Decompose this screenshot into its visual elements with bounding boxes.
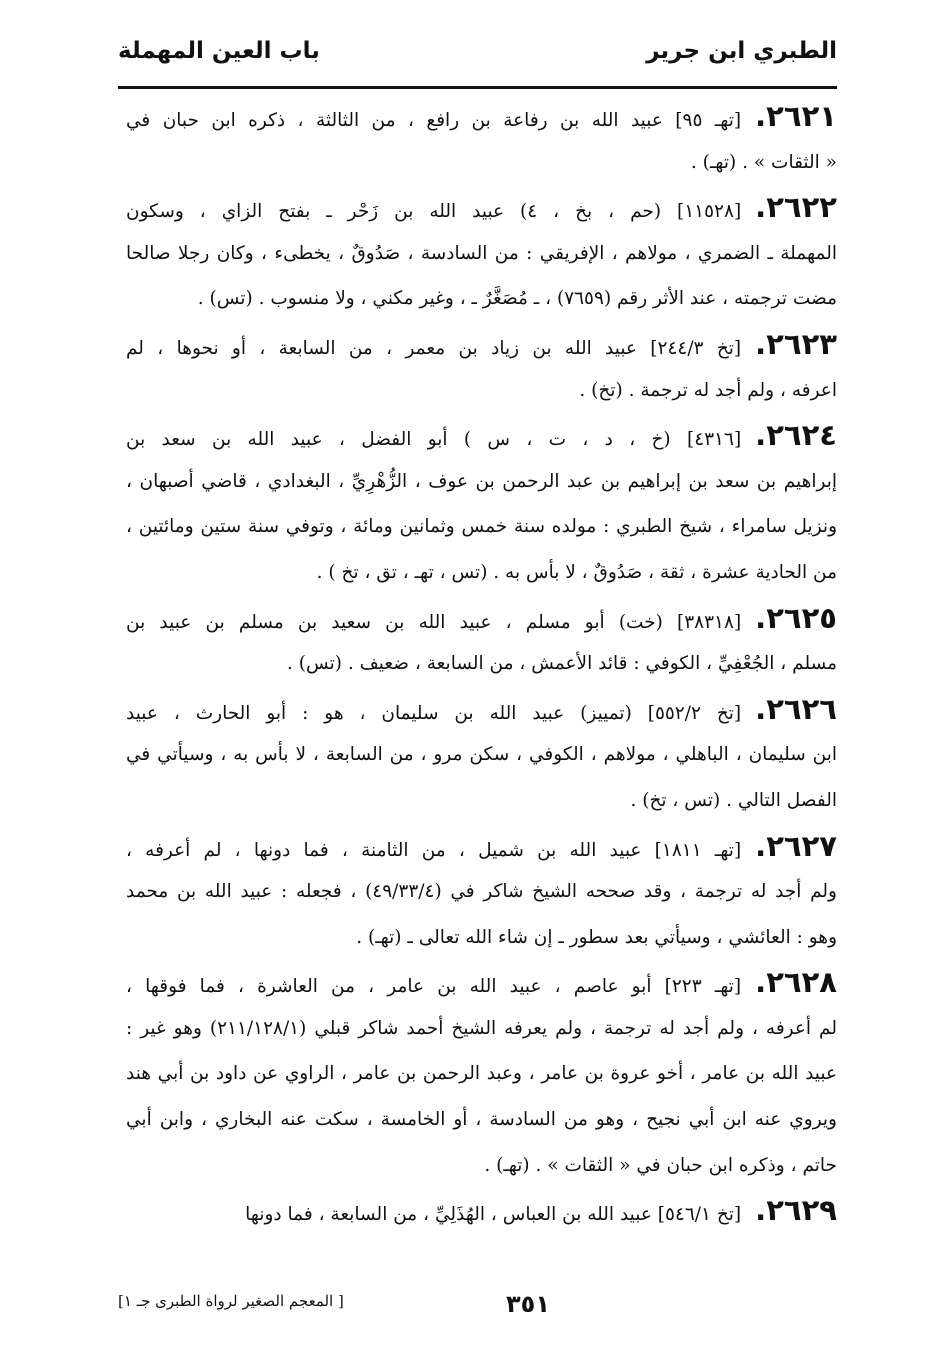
entry-text: [٣٨٣١٨] (خت) أبو مسلم ، عبيد الله بن سعيد بن مسلم بن عبيد بن (126, 611, 742, 633)
entry-line (126, 1097, 837, 1143)
entry-number: ٢٦٢٩. (755, 1193, 837, 1228)
entry-line (126, 1051, 837, 1097)
entry-number: ٢٦٢٨. (755, 965, 837, 1000)
entry-number: ٢٦٢٤. (755, 418, 837, 453)
entry-line (126, 276, 837, 322)
entry-text: [تهـ ٩٥] عبيد الله بن رفاعة بن رافع ، من الثالثة ، ذكره ابن حبان في (126, 110, 742, 131)
entry-number: ٢٦٢٥. (755, 600, 837, 635)
entry-line (126, 459, 837, 505)
book-title: [ المعجم الصغير لرواة الطبرى جـ ١] (118, 1292, 344, 1310)
entry-text: حاتم ، وذكره ابن حبان في « الثقات » . (تهـ) . (484, 1154, 837, 1176)
entry-line (126, 641, 837, 687)
entry-line (126, 550, 837, 596)
entry-text: المهملة ـ الضمري ، مولاهم ، الإفريقي : من السادسة ، صَدُوقٌ ، يخطىء ، وكان رجلا صالحا (126, 242, 837, 264)
entry-text: وهو : العائشي ، وسيأتي بعد سطور ـ إن شاء الله تعالى ـ (تهـ) . (356, 926, 837, 948)
entry-text: لم أعرفه ، ولم أجد له ترجمة ، ولم يعرفه الشيخ أحمد شاكر قبلي (٢١١/١٢٨/١) وهو غير : (126, 1017, 837, 1039)
entry-line (126, 596, 837, 642)
entry-number: ٢٦٢٦. (755, 691, 837, 726)
entry-line (126, 504, 837, 550)
header-rule (118, 86, 837, 89)
entry-line (126, 1143, 837, 1189)
entry-text: مضت ترجمته ، عند الأثر رقم (٧٦٥٩) ، ـ مُصَغَّرٌ ـ ، وغير مكني ، ولا منسوب . (تس) . (197, 288, 837, 310)
entry-line (126, 322, 837, 368)
entry (126, 960, 837, 1188)
entry (126, 1188, 837, 1234)
entry-text: [تهـ ١٨١١] عبيد الله بن شميل ، من الثامنة ، فما دونها ، لم أعرفه ، (126, 839, 742, 861)
entry-text: ويروي عنه ابن أبي نجيح ، وهو من السادسة ، أو الخامسة ، سكت عنه البخاري ، وابن أبي (126, 1109, 837, 1131)
entry (126, 185, 837, 322)
running-header (118, 34, 837, 84)
entry-line (126, 1006, 837, 1052)
entry-number: ٢٦٢٧. (755, 828, 837, 863)
entry-line (126, 140, 837, 186)
entry-line (126, 824, 837, 870)
entry-line (126, 185, 837, 231)
entry (126, 687, 837, 824)
entry-line (126, 732, 837, 778)
entry-line (126, 368, 837, 414)
entry-text: مسلم ، الجُعْفِيِّ ، الكوفي : قائد الأعمش ، من السابعة ، ضعيف . (تس) . (287, 653, 837, 675)
entry (126, 322, 837, 413)
entry-line (126, 869, 837, 915)
entry-text: الفصل التالي . (تس ، تخ) . (630, 789, 837, 811)
entry (126, 94, 837, 185)
entry (126, 824, 837, 961)
entry-text: [تخ ٥٥٢/٢] (تمييز) عبيد الله بن سليمان ، هو : أبو الحارث ، عبيد (126, 702, 742, 724)
entry-text: اعرفه ، ولم أجد له ترجمة . (تخ) . (579, 379, 837, 401)
entry-text: [تخ ٥٤٦/١] عبيد الله بن العباس ، الهُذَلِيِّ ، من السابعة ، فما دونها (245, 1204, 742, 1226)
entry-text: « الثقات » . (تهـ) . (690, 151, 837, 173)
entry-text: [تهـ ٢٢٣] أبو عاصم ، عبيد الله بن عامر ، من العاشرة ، فما فوقها ، (126, 976, 742, 998)
entry-text: [١١٥٢٨] (حم ، بخ ، ٤) عبيد الله بن زَحْر ـ بفتح الزاي ، وسكون (126, 201, 742, 223)
entry-text: عبيد الله بن عامر ، أخو عروة بن عامر ، وعبد الرحمن بن عامر ، الراوي عن داود بن أبي هند (126, 1063, 837, 1085)
entry-number: ٢٦٢٢. (755, 190, 837, 225)
entry-line (126, 778, 837, 824)
entry-text: ابن سليمان ، الباهلي ، مولاهم ، الكوفي ، سكن مرو ، من السابعة ، لا بأس به ، وسيأتي في (126, 744, 837, 766)
entry-text: ونزيل سامراء ، شيخ الطبري : مولده سنة خمس وثمانين ومائة ، وتوفي سنة ستين ومائتين ، (126, 516, 837, 538)
entry-line (126, 231, 837, 277)
author-title: الطبري ابن جرير (646, 38, 837, 64)
entry (126, 413, 837, 595)
entry-text: [تخ ٢٤٤/٣] عبيد الله بن زياد بن معمر ، من السابعة ، أو نحوها ، لم (126, 337, 742, 359)
entry-line (126, 94, 837, 140)
entry-line (126, 687, 837, 733)
entry-text: من الحادية عشرة ، ثقة ، صَدُوقٌ ، لا بأس به . (تس ، تهـ ، تق ، تخ ) . (316, 561, 837, 583)
entry-line (126, 960, 837, 1006)
entry (126, 596, 837, 687)
entry-text: ولم أجد له ترجمة ، وقد صححه الشيخ شاكر في (٤٩/٣٣/٤) ، فجعله : عبيد الله بن محمد (126, 881, 837, 903)
entries-body (126, 94, 837, 1234)
entry-line (126, 915, 837, 961)
entry-number: ٢٦٢٣. (755, 326, 837, 361)
entry-line (126, 1188, 837, 1234)
entry-number: ٢٦٢١. (755, 99, 837, 133)
entry-line (126, 413, 837, 459)
page-number: ٣٥١ (506, 1290, 550, 1318)
chapter-title: باب العين المهملة (118, 38, 320, 64)
page-footer (118, 1290, 837, 1330)
entry-text: [٤٣١٦] (خ ، د ، ت ، س ) أبو الفضل ، عبيد الله بن سعد بن (126, 429, 742, 451)
entry-text: إبراهيم بن سعد بن إبراهيم بن عبد الرحمن بن عوف ، الزُّهْرِيِّ ، البغدادي ، قاضي أصبهان ، (126, 470, 837, 492)
